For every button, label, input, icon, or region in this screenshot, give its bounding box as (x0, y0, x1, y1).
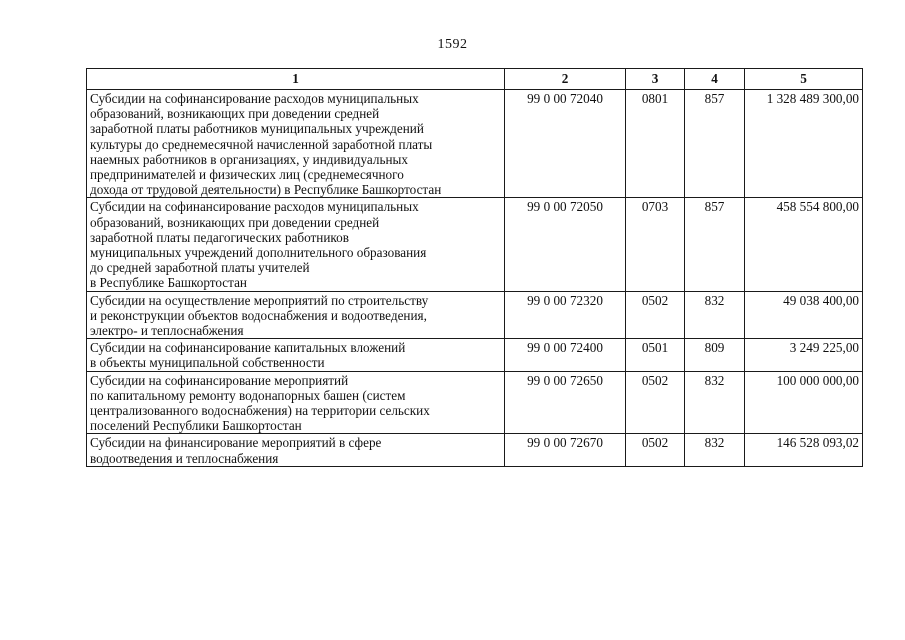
row-csr: 99 0 00 72050 (505, 198, 626, 291)
row-amount: 1 328 489 300,00 (745, 90, 863, 198)
row-amount: 100 000 000,00 (745, 371, 863, 434)
table-row (87, 90, 863, 198)
header-amount: 5 (745, 69, 863, 90)
row-description: Субсидии на софинансирование расходов муниципальных образований, возникающих при доведении средней заработной платы работников муниципальных учреждений культуры до среднемесячной начисленной заработной платы наемных работников в организациях, у индивидуальных предпринимателей и физических лиц (среднемесячного дохода от трудовой деятельности) в Республике Башкортостан (87, 90, 505, 198)
header-csr: 2 (505, 69, 626, 90)
header-vr: 4 (685, 69, 745, 90)
page-number: 1592 (437, 37, 468, 52)
row-vr: 857 (685, 90, 745, 198)
row-csr: 99 0 00 72400 (505, 339, 626, 371)
budget-table (86, 68, 863, 467)
table-row (87, 291, 863, 339)
row-description: Субсидии на софинансирование капитальных вложений в объекты муниципальной собственности (87, 339, 505, 371)
table-row (87, 434, 863, 466)
row-amount: 146 528 093,02 (745, 434, 863, 466)
row-vr: 809 (685, 339, 745, 371)
row-section: 0801 (626, 90, 685, 198)
row-csr: 99 0 00 72650 (505, 371, 626, 434)
row-vr: 832 (685, 371, 745, 434)
row-amount: 458 554 800,00 (745, 198, 863, 291)
row-section: 0703 (626, 198, 685, 291)
row-csr: 99 0 00 72670 (505, 434, 626, 466)
row-section: 0502 (626, 434, 685, 466)
row-description: Субсидии на осуществление мероприятий по строительству и реконструкции объектов водоснабжения и водоотведения, электро- и теплоснабжения (87, 291, 505, 339)
header-description: 1 (87, 69, 505, 90)
row-vr: 832 (685, 434, 745, 466)
row-section: 0502 (626, 291, 685, 339)
row-description: Субсидии на софинансирование расходов муниципальных образований, возникающих при доведении средней заработной платы педагогических работников муниципальных учреждений дополнительного образования до средней заработной платы учителей в Республике Башкортостан (87, 198, 505, 291)
row-csr: 99 0 00 72040 (505, 90, 626, 198)
row-amount: 49 038 400,00 (745, 291, 863, 339)
row-section: 0501 (626, 339, 685, 371)
row-description: Субсидии на софинансирование мероприятий по капитальному ремонту водонапорных башен (систем централизованного водоснабжения) на территории сельских поселений Республики Башкортостан (87, 371, 505, 434)
row-vr: 832 (685, 291, 745, 339)
table-row (87, 198, 863, 291)
header-row (87, 69, 863, 90)
row-description: Субсидии на финансирование мероприятий в сфере водоотведения и теплоснабжения (87, 434, 505, 466)
row-amount: 3 249 225,00 (745, 339, 863, 371)
table-row (87, 371, 863, 434)
row-section: 0502 (626, 371, 685, 434)
table-row (87, 339, 863, 371)
row-vr: 857 (685, 198, 745, 291)
row-csr: 99 0 00 72320 (505, 291, 626, 339)
header-section: 3 (626, 69, 685, 90)
